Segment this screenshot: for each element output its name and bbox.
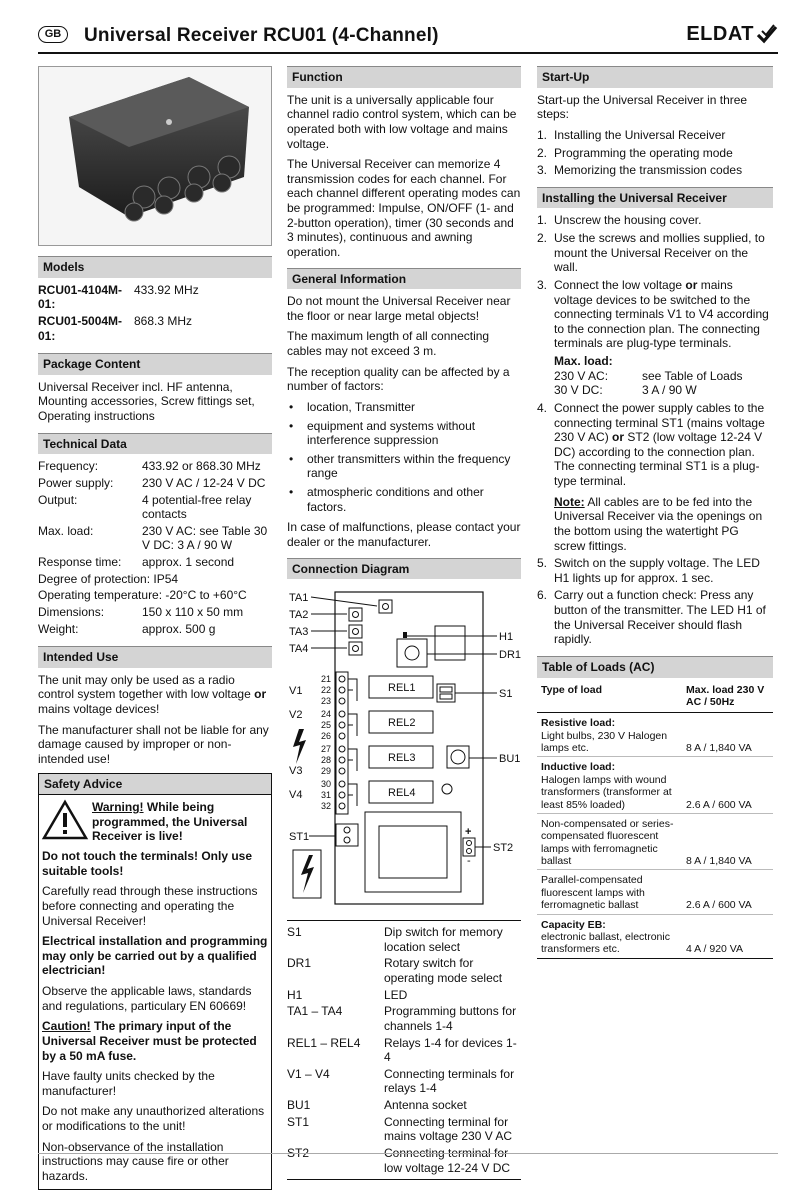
safety-text-2: Observe the applicable laws, standards and regulations, particulary EN 60669! [42, 984, 252, 1013]
max-load-row [554, 383, 773, 398]
tech-row [38, 459, 272, 476]
page-title: Universal Receiver RCU01 (4-Channel) [84, 25, 439, 46]
table-header [537, 678, 773, 713]
load-category: Capacity EB: [541, 918, 606, 931]
startup-intro: Start-up the Universal Receiver in three steps: [537, 92, 748, 122]
text-part: or [254, 687, 267, 702]
terminal-23: 23 [321, 696, 332, 707]
label-st1: ST1 [289, 831, 310, 844]
step-text: Memorizing the transmission codes [554, 163, 743, 178]
legend-desc: Antenna socket [384, 1098, 467, 1112]
tech-key: Response time: [38, 555, 122, 569]
list-item [537, 146, 773, 161]
load-category: Inductive load: [541, 761, 616, 774]
list-item: • equipment and systems without interference suppression [287, 419, 521, 448]
max-load-value: 3 A / 90 W [642, 383, 697, 398]
step-number: 2. [537, 145, 548, 160]
package-text: Universal Receiver incl. HF antenna, Mounting accessories, Screw fittings set, Operating instructions [38, 379, 255, 423]
legend-desc: Relays 1-4 for devices 1-4 [384, 1035, 517, 1065]
step-text: Programming the operating mode [554, 145, 733, 160]
safety-bold-1: Do not touch the terminals! Only use suitable tools! [42, 849, 253, 878]
tech-key: Operating temperature: [38, 588, 163, 603]
model-row [38, 314, 272, 345]
text-part: Warning! [92, 800, 144, 815]
label-h1: H1 [499, 631, 514, 644]
max-load-key: 30 V DC: [554, 383, 603, 398]
led-h1 [403, 632, 407, 638]
model-frequency: 433.92 MHz [134, 282, 199, 297]
legend-desc: Connecting terminal for mains voltage 230 V AC [384, 1114, 513, 1144]
step-text: mains voltage devices to be switched to the connecting terminals V1 to V4 according to the connection plan. The connecting terminals are plug-type terminals. [554, 277, 769, 351]
factor-list [287, 400, 521, 514]
list-item [537, 401, 773, 553]
step-number: 1. [537, 213, 548, 228]
note-text [554, 495, 773, 554]
step-text: or [685, 277, 698, 292]
step-number: 3. [537, 163, 548, 178]
tech-row [38, 622, 272, 639]
technical-table-2 [38, 605, 272, 638]
load-value: 8 A / 1,840 VA [682, 813, 773, 870]
legend-row [287, 1146, 521, 1175]
text-part: The unit may only be used as a radio control system together with low voltage [38, 672, 255, 702]
step-text: ST2 (low voltage 12-24 V DC) according to the connection plan. The connecting terminal ST1 is a plug-type terminal. [554, 430, 763, 488]
terminal-27: 27 [321, 744, 332, 755]
safety-bold-2: Electrical installation and programming may only be carried out by a qualified electrician! [42, 934, 268, 978]
button-ta2 [349, 608, 362, 621]
model-row [38, 283, 272, 314]
label-ta4: TA4 [289, 643, 309, 656]
legend-key: ST1 [287, 1114, 310, 1129]
tech-row [38, 493, 272, 524]
tech-value: -20°C to +60°C [165, 588, 247, 603]
table-row [537, 757, 773, 814]
load-category: Resistive load: [541, 717, 616, 730]
safety-text-3: Have faulty units checked by the manufacturer! [42, 1069, 215, 1098]
legend-key: S1 [287, 925, 302, 940]
section-heading-general: General Information [287, 268, 521, 290]
step-text: Unscrew the housing cover. [554, 213, 702, 228]
legend-desc: Rotary switch for operating mode select [384, 956, 503, 985]
tech-key: Frequency: [38, 459, 99, 474]
warning-row [42, 800, 268, 844]
list-item: • other transmitters within the frequency range [287, 452, 521, 481]
tech-row-protection [38, 572, 272, 587]
label-ta3: TA3 [289, 626, 309, 639]
load-type [537, 713, 682, 757]
legend-key: TA1 – TA4 [287, 1004, 343, 1019]
label-v4: V4 [289, 789, 303, 802]
max-load-row [554, 369, 773, 384]
load-description: electronic ballast, electronic transformers etc. [541, 930, 670, 956]
label-minus: - [467, 855, 471, 868]
step-number: 2. [537, 231, 548, 245]
receiver-housing-image [39, 67, 271, 245]
terminal-32: 32 [321, 801, 332, 812]
load-description: Parallel-compensated fluorescent lamps with ferromagnetic ballast [541, 874, 645, 912]
legend-row [287, 1004, 521, 1033]
list-item: • atmospheric conditions and other factors. [287, 485, 521, 514]
load-description: Non-compensated or series-compensated fluorescent lamps with ferromagnetic ballast [541, 817, 674, 867]
table-row [537, 713, 773, 757]
tech-row-temperature [38, 588, 272, 603]
text-part: mains voltage devices! [38, 702, 160, 716]
max-load-label: Max. load: [554, 354, 613, 368]
terminal-30: 30 [321, 779, 332, 790]
label-bu1: BU1 [499, 753, 521, 766]
section-heading-function: Function [287, 66, 521, 88]
list-item [537, 231, 773, 275]
list-item [537, 128, 773, 143]
list-item [537, 163, 773, 178]
legend-key: ST2 [287, 1145, 310, 1160]
legend-desc: Connecting terminal for low voltage 12-24 V DC [384, 1145, 511, 1175]
antenna-socket-bu1 [447, 746, 469, 768]
legend-row [287, 1115, 521, 1144]
label-v2: V2 [289, 709, 303, 722]
legend-desc: Dip switch for memory location select [384, 925, 503, 954]
legend-row [287, 1098, 521, 1113]
section-heading-technical: Technical Data [38, 433, 272, 455]
section-heading-intended-use: Intended Use [38, 646, 272, 668]
caution-text [42, 1019, 268, 1063]
warning-text [92, 800, 268, 844]
page-header [38, 22, 778, 60]
footer-rule [38, 1153, 778, 1154]
load-value: 8 A / 1,840 VA [682, 713, 773, 757]
legend-key: H1 [287, 987, 303, 1002]
legend-key: V1 – V4 [287, 1066, 330, 1081]
load-value: 4 A / 920 VA [682, 914, 773, 958]
label-v3: V3 [289, 765, 303, 778]
models-table [38, 283, 272, 346]
label-rel4: REL4 [388, 787, 416, 800]
list-item [537, 213, 773, 228]
legend-row [287, 925, 521, 954]
legend-desc: Programming buttons for channels 1-4 [384, 1004, 517, 1033]
tech-row [38, 476, 272, 493]
model-name: RCU01-4104M-01: [38, 282, 123, 312]
label-rel1: REL1 [388, 682, 416, 695]
step-number: 4. [537, 400, 548, 415]
section-heading-package: Package Content [38, 353, 272, 375]
list-item: • location, Transmitter [287, 400, 521, 415]
load-type [537, 757, 682, 814]
tech-key: Weight: [38, 621, 79, 636]
general-text-4: In case of malfunctions, please contact your dealer or the manufacturer. [287, 520, 521, 549]
tech-key: Dimensions: [38, 604, 105, 619]
section-heading-loads: Table of Loads (AC) [537, 656, 773, 678]
model-name: RCU01-5004M-01: [38, 313, 123, 343]
header-rule [38, 52, 778, 54]
tech-value: 230 V AC: see Table 30 V DC: 3 A / 90 W [142, 523, 268, 553]
terminal-24: 24 [321, 709, 332, 720]
button-ta3 [349, 625, 362, 638]
terminal-22: 22 [321, 685, 332, 696]
load-value: 2.6 A / 600 VA [682, 757, 773, 814]
tech-value: approx. 500 g [142, 621, 216, 636]
load-value: 2.6 A / 600 VA [682, 870, 773, 914]
loads-table [537, 678, 773, 959]
terminal-31: 31 [321, 790, 332, 801]
step-text: Switch on the supply voltage. The LED H1 lights up for approx. 1 sec. [554, 556, 760, 585]
legend-key: DR1 [287, 956, 312, 971]
terminal-29: 29 [321, 766, 332, 777]
load-type [537, 870, 682, 914]
terminal-21: 21 [321, 674, 332, 685]
load-description: Halogen lamps with wound transformers (transformer at least 85% loaded) [541, 773, 672, 811]
label-rel2: REL2 [388, 717, 416, 730]
load-type [537, 914, 682, 958]
text-part: The primary input of the Universal Receiver must be protected by a 50 mA fuse. [42, 1019, 257, 1063]
install-steps [537, 213, 773, 647]
legend-row [287, 956, 521, 985]
function-text-1: The unit is a universally applicable four channel radio control system, which can be operated both with low voltage and mains voltage. [287, 92, 517, 151]
label-v1: V1 [289, 685, 303, 698]
liability-text: The manufacturer shall not be liable for any damage caused by improper or non-intended use! [38, 722, 269, 766]
intended-use-text [38, 673, 272, 717]
step-number: 6. [537, 588, 548, 603]
label-s1: S1 [499, 688, 513, 701]
label-ta2: TA2 [289, 609, 309, 622]
step-number: 3. [537, 277, 548, 292]
text-part: Caution! [42, 1019, 91, 1034]
general-text-3: The reception quality can be affected by a number of factors: [287, 364, 510, 394]
section-heading-models: Models [38, 256, 272, 278]
step-number: 5. [537, 556, 548, 571]
column-header: Type of load [537, 678, 682, 713]
column-header: Max. load 230 V AC / 50Hz [682, 678, 773, 713]
startup-steps [537, 128, 773, 178]
step-text: Connect the low voltage [554, 277, 686, 292]
step-number: 1. [537, 127, 548, 142]
high-voltage-icon-2 [301, 855, 314, 893]
warning-triangle-icon [42, 800, 88, 840]
max-load-key: 230 V AC: [554, 368, 609, 383]
section-heading-diagram: Connection Diagram [287, 558, 521, 580]
general-text-1: Do not mount the Universal Receiver near the floor or near large metal objects! [287, 294, 511, 323]
legend-key: REL1 – REL4 [287, 1035, 361, 1050]
terminal-26: 26 [321, 731, 332, 742]
tech-key: Output: [38, 492, 78, 507]
column-right [537, 66, 773, 959]
safety-advice-box [38, 773, 272, 1190]
legend-desc: LED [384, 987, 408, 1002]
tech-value: approx. 1 second [142, 555, 235, 569]
legend-key: BU1 [287, 1098, 311, 1112]
safety-text-4: Do not make any unauthorized alterations or modifications to the unit! [42, 1104, 265, 1133]
label-ta1: TA1 [289, 592, 309, 605]
safety-text-1: Carefully read through these instructions before connecting and operating the Universal Receiver! [42, 884, 258, 928]
list-item [537, 588, 773, 647]
legend-row [287, 1036, 521, 1065]
table-row [537, 813, 773, 870]
tech-row [38, 605, 272, 622]
load-type [537, 813, 682, 870]
legend-row [287, 988, 521, 1003]
terminal-28: 28 [321, 755, 332, 766]
brand-logo [686, 22, 778, 46]
note-body: All cables are to be fed into the Universal Receiver via the openings on the bottom using the watertight PG screw fittings. [554, 494, 763, 553]
table-row [537, 914, 773, 958]
tech-value: 4 potential-free relay contacts [142, 492, 252, 522]
step-text: Carry out a function check: Press any button of the transmitter. The LED H1 of the Universal Receiver should flash rapidly. [554, 588, 766, 647]
model-frequency: 868.3 MHz [134, 313, 193, 328]
button-ta4 [349, 642, 362, 655]
max-load-value: see Table of Loads [642, 368, 743, 383]
safety-text-5: Non-observance of the installation instructions may cause fire or other hazards. [42, 1139, 229, 1183]
language-badge: GB [38, 26, 68, 43]
step-text: Use the screws and mollies supplied, to mount the Universal Receiver on the wall. [554, 231, 765, 275]
general-text-2: The maximum length of all connecting cables may not exceed 3 m. [287, 329, 490, 358]
load-description: Light bulbs, 230 V Halogen lamps etc. [541, 729, 668, 754]
label-dr1: DR1 [499, 649, 522, 662]
diagram-legend [287, 920, 521, 1180]
tech-value: 150 x 110 x 50 mm [142, 604, 244, 619]
column-left [38, 66, 272, 1190]
high-voltage-icon [293, 729, 306, 764]
label-rel3: REL3 [388, 752, 416, 765]
step-text: Installing the Universal Receiver [554, 127, 726, 142]
tech-key: Power supply: [38, 475, 114, 490]
tech-value: 230 V AC / 12-24 V DC [142, 475, 266, 490]
label-plus: + [465, 826, 472, 839]
step-text: Connect the power supply cables to the connecting terminal ST1 (mains voltage 230 V AC) [554, 400, 765, 445]
section-heading-safety: Safety Advice [39, 774, 271, 796]
column-middle [287, 66, 521, 1180]
legend-row [287, 1067, 521, 1096]
note-label: Note: [554, 494, 585, 509]
list-item [537, 556, 773, 585]
label-st2: ST2 [493, 842, 514, 855]
technical-table [38, 459, 272, 571]
tech-row [38, 524, 272, 555]
product-photo [38, 66, 272, 246]
brand-name: ELDAT [686, 23, 754, 45]
tech-value: 433.92 or 868.30 MHz [142, 459, 261, 474]
tech-value: IP54 [153, 571, 179, 586]
list-item [537, 278, 773, 398]
connection-diagram [287, 584, 521, 914]
function-text-2: The Universal Receiver can memorize 4 transmission codes for each channel. For each channel different operating modes can be programmed: Impulse, ON/OFF (1- and 2-button operation), timer (30 seconds and 3 minutes), continuous and awning operation. [287, 157, 521, 259]
rotary-switch-dr1 [397, 639, 427, 667]
brand-mark-icon [756, 23, 778, 45]
tech-row [38, 555, 272, 572]
tech-key: Max. load: [38, 523, 94, 538]
terminal-25: 25 [321, 720, 332, 731]
text-part: While being programmed, the Universal Receiver is live! [92, 800, 248, 844]
table-row [537, 870, 773, 914]
step-text: or [612, 430, 625, 445]
section-heading-startup: Start-Up [537, 66, 773, 88]
button-ta1 [379, 600, 392, 613]
section-heading-install: Installing the Universal Receiver [537, 187, 773, 209]
tech-key: Degree of protection: [38, 571, 151, 586]
legend-desc: Connecting terminals for relays 1-4 [384, 1066, 515, 1096]
